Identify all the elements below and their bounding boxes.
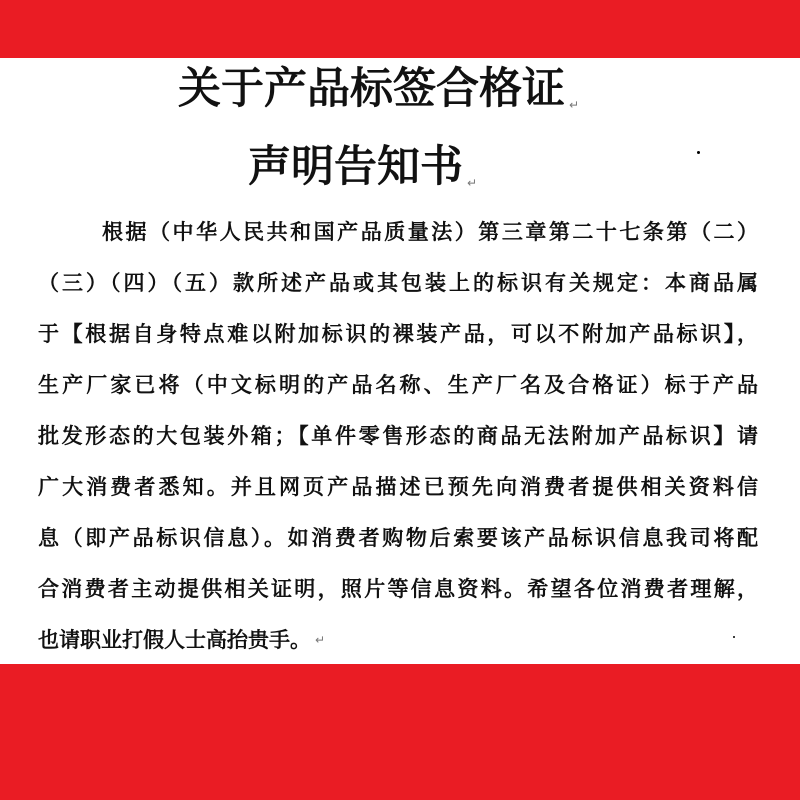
- stray-dot: [697, 151, 700, 154]
- body-line: 于【根据自身特点难以附加标识的裸装产品，可以不附加产品标识】，: [38, 322, 758, 346]
- body-line: （三）（四）（五）款所述产品或其包装上的标识有关规定：本商品属: [38, 271, 758, 295]
- notice-title-line1: [178, 64, 580, 114]
- body-line-last-text: 也请职业打假人士高抬贵手。: [38, 628, 311, 652]
- body-line: 生产厂家已将（中文标明的产品名称、生产厂名及合格证）标于产品: [38, 373, 758, 397]
- body-line: 合消费者主动提供相关证明，照片等信息资料。希望各位消费者理解，: [38, 577, 758, 601]
- body-line-last: [38, 615, 758, 666]
- paragraph-mark-icon: ↵: [467, 176, 478, 190]
- notice-title-line2: [248, 142, 478, 192]
- paragraph-mark-icon: ↵: [569, 98, 580, 112]
- body-line: 根据（中华人民共和国产品质量法）第三章第二十七条第（二）: [102, 220, 758, 244]
- title-line1-text: 关于产品标签合格证: [178, 64, 565, 114]
- body-line: 息（即产品标识信息）。如消费者购物后索要该产品标识信息我司将配: [38, 526, 758, 550]
- paragraph-mark-icon: ↵: [315, 633, 326, 647]
- bottom-red-band: [0, 664, 800, 800]
- body-line: 广大消费者悉知。并且网页产品描述已预先向消费者提供相关资料信: [38, 475, 758, 499]
- top-red-band: [0, 0, 800, 58]
- notice-body: [38, 207, 758, 666]
- body-line: 批发形态的大包装外箱；【单件零售形态的商品无法附加产品标识】请: [38, 424, 758, 448]
- title-line2-text: 声明告知书: [248, 142, 463, 192]
